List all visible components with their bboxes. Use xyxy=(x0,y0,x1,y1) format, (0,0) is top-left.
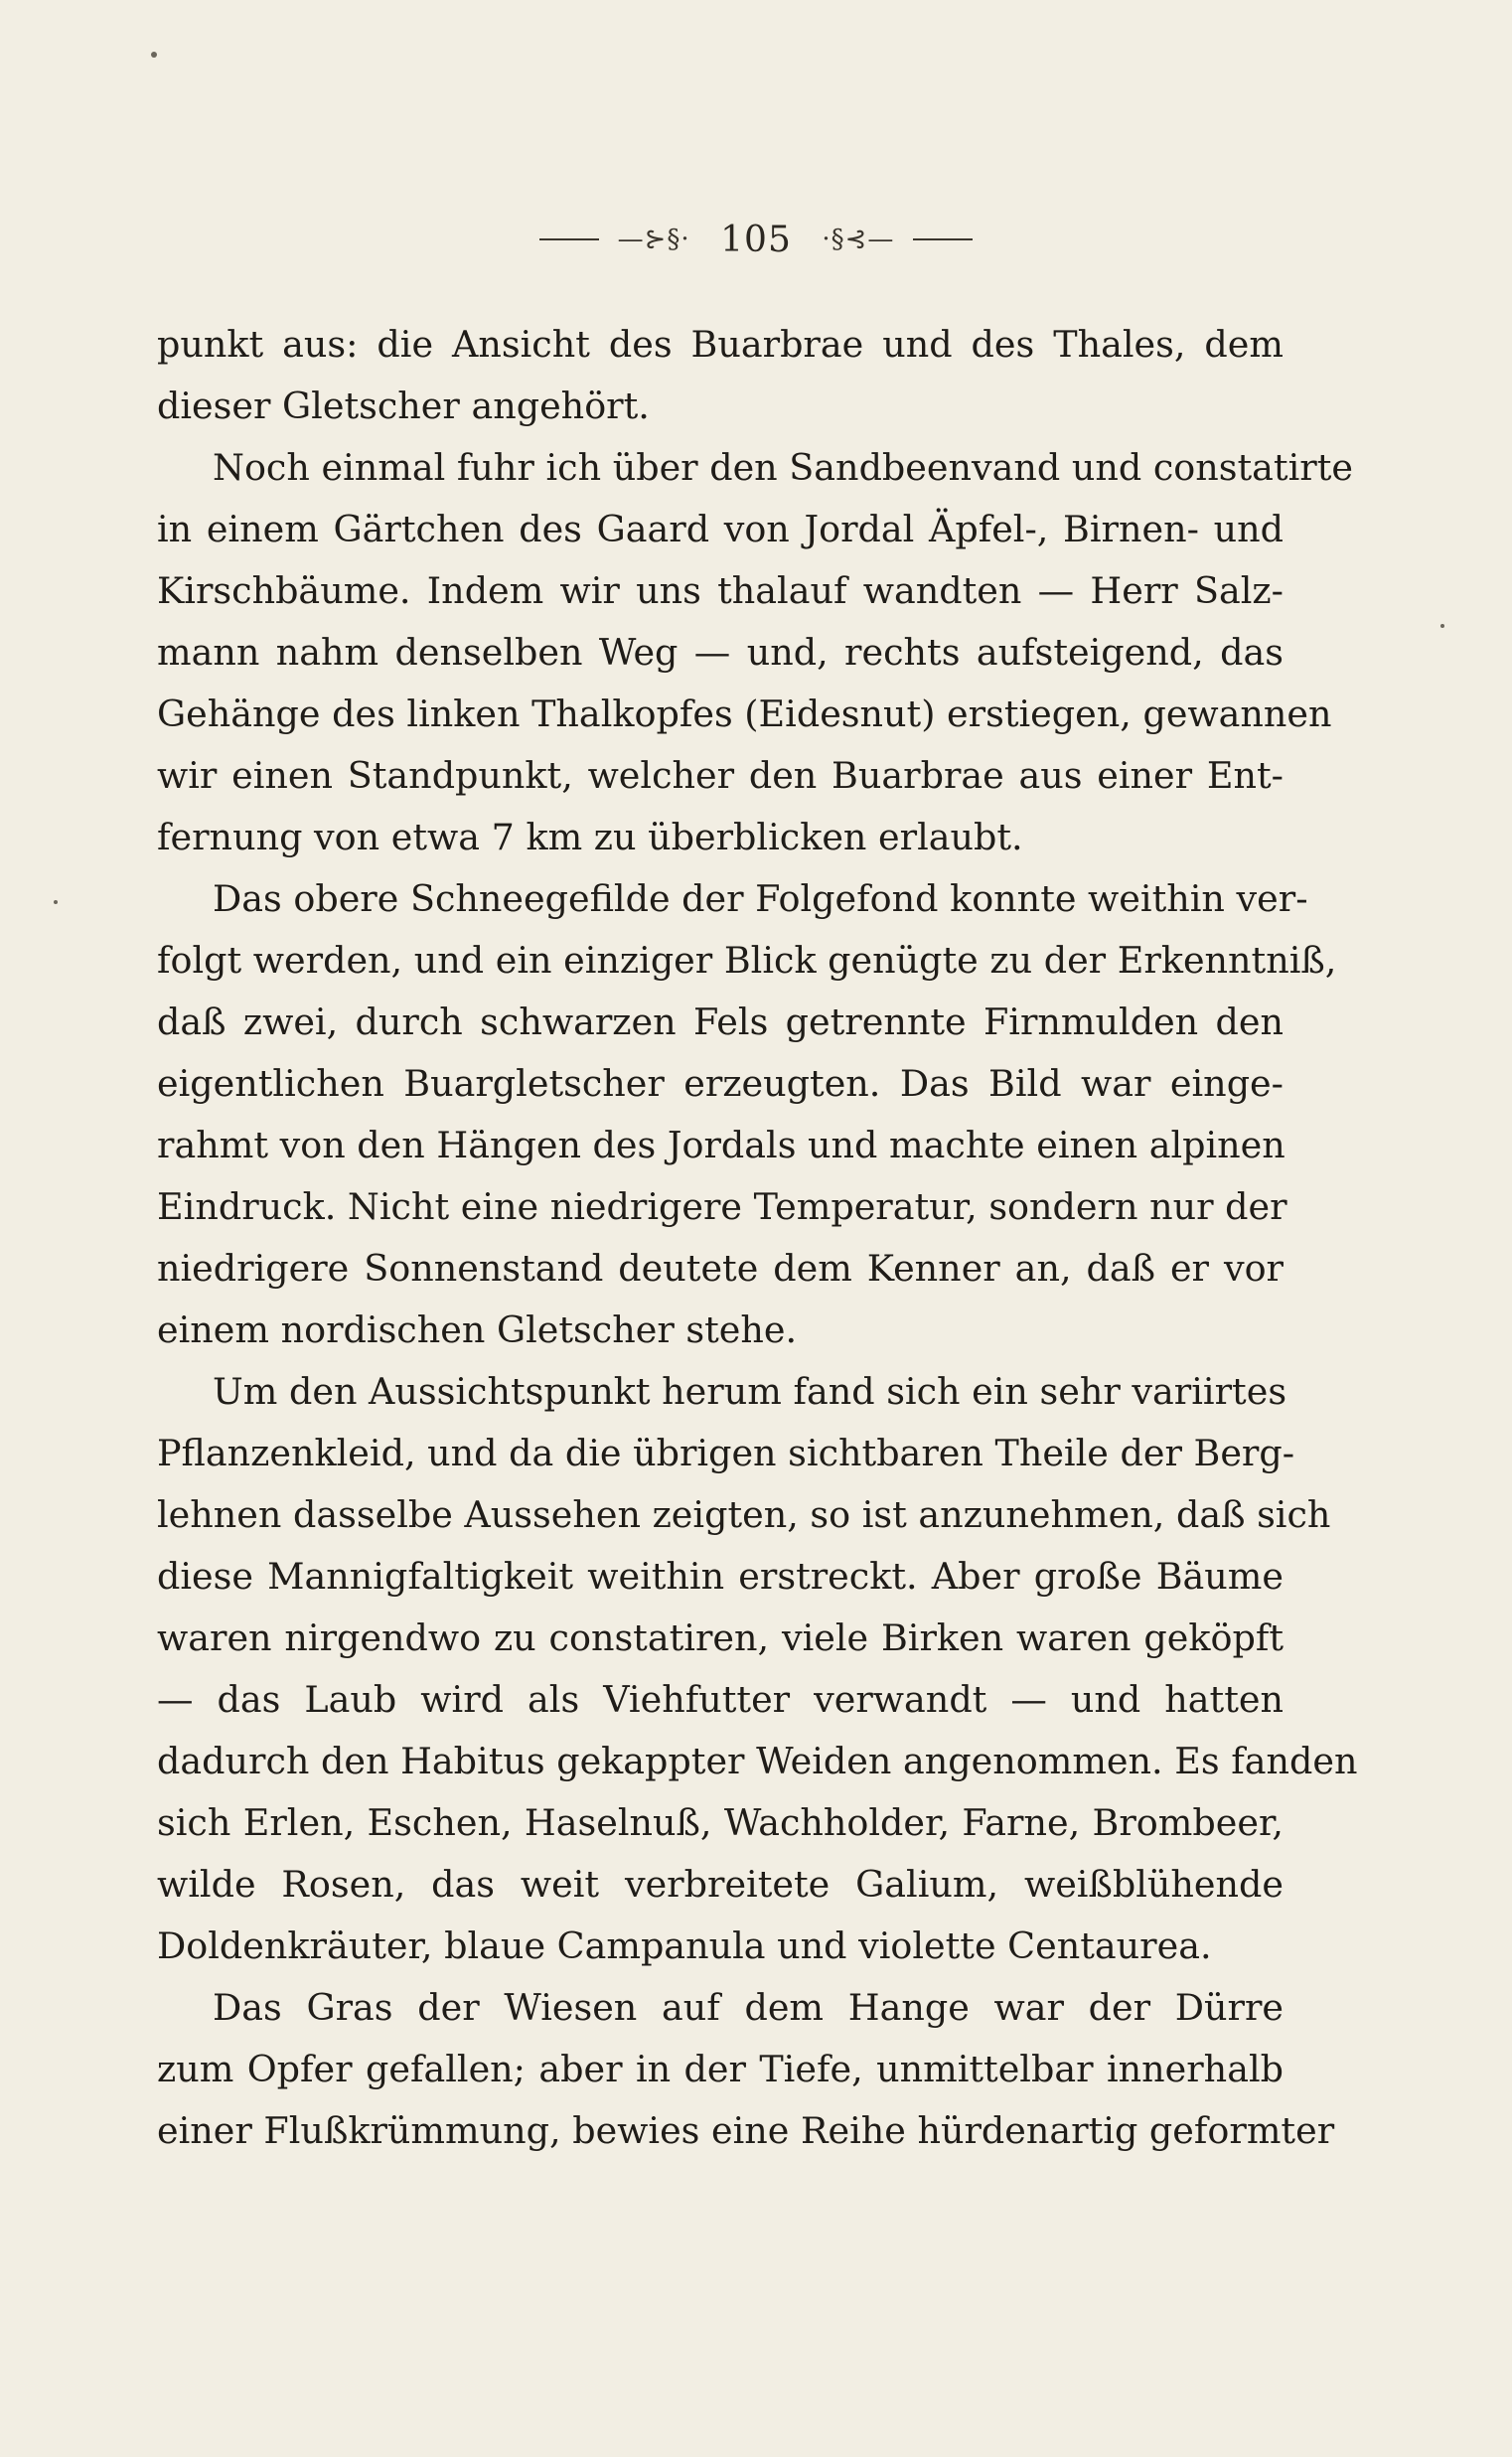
text-line: folgt werden, und ein einziger Blick genügte zu der Erkenntniß, xyxy=(157,939,1337,982)
header-rule-right xyxy=(913,238,973,240)
text-line: Eindruck. Nicht eine niedrigere Temperatur, sondern nur der xyxy=(157,1185,1287,1228)
paper-speck xyxy=(54,900,58,904)
text-line: sich Erlen, Eschen, Haselnuß, Wachholder, Farne, Brombeer, xyxy=(157,1801,1284,1844)
page-header xyxy=(0,217,1512,260)
text-line: Pflanzenkleid, und da die übrigen sichtbaren Theile der Berg- xyxy=(157,1432,1295,1474)
text-line: niedrigere Sonnenstand deutete dem Kenner an, daß er vor xyxy=(157,1247,1284,1290)
text-line: fernung von etwa 7 km zu überblicken erlaubt. xyxy=(157,816,1023,858)
text-line: Doldenkräuter, blaue Campanula und violette Centaurea. xyxy=(157,1924,1212,1967)
text-line: dadurch den Habitus gekappter Weiden angenommen. Es fanden xyxy=(157,1740,1358,1782)
text-line: lehnen dasselbe Aussehen zeigten, so ist anzunehmen, daß sich xyxy=(157,1493,1331,1536)
text-line: einer Flußkrümmung, bewies eine Reihe hürdenartig geformter xyxy=(157,2109,1335,2152)
text-line: wir einen Standpunkt, welcher den Buarbrae aus einer Ent- xyxy=(157,754,1284,797)
text-line: diese Mannigfaltigkeit weithin erstreckt. Aber große Bäume xyxy=(157,1555,1284,1598)
text-line: eigentlichen Buargletscher erzeugten. Das Bild war einge- xyxy=(157,1062,1284,1105)
text-line: Das obere Schneegefilde der Folgefond konnte weithin ver- xyxy=(213,877,1308,920)
body-text xyxy=(157,314,1358,2162)
text-line: mann nahm denselben Weg — und, rechts aufsteigend, das xyxy=(157,631,1284,674)
paper-speck xyxy=(1440,624,1444,628)
header-ornament-right: ·§⊰— xyxy=(822,225,895,254)
header-ornament-left: —⊱§· xyxy=(617,225,690,254)
text-line: Um den Aussichtspunkt herum fand sich ein sehr variirtes xyxy=(213,1370,1287,1413)
text-line: dieser Gletscher angehört. xyxy=(157,384,650,427)
text-line: Gehänge des linken Thalkopfes (Eidesnut) erstiegen, gewannen xyxy=(157,692,1332,735)
text-line: zum Opfer gefallen; aber in der Tiefe, unmittelbar innerhalb xyxy=(157,2048,1284,2090)
text-line: Das Gras der Wiesen auf dem Hange war der Dürre xyxy=(213,1986,1284,2029)
text-line: daß zwei, durch schwarzen Fels getrennte Firnmulden den xyxy=(157,1000,1284,1043)
text-line: wilde Rosen, das weit verbreitete Galium, weißblühende xyxy=(157,1863,1284,1906)
header-rule-left xyxy=(539,238,599,240)
text-line: punkt aus: die Ansicht des Buarbrae und des Thales, dem xyxy=(157,323,1284,366)
text-line: Kirschbäume. Indem wir uns thalauf wandten — Herr Salz- xyxy=(157,569,1284,612)
text-line: — das Laub wird als Viehfutter verwandt — und hatten xyxy=(157,1678,1284,1721)
text-line: Noch einmal fuhr ich über den Sandbeenvand und constatirte xyxy=(213,446,1353,489)
page-number: 105 xyxy=(720,219,792,260)
text-line: in einem Gärtchen des Gaard von Jordal Äpfel-, Birnen- und xyxy=(157,508,1284,550)
text-line: waren nirgendwo zu constatiren, viele Birken waren geköpft xyxy=(157,1616,1284,1659)
paper-speck xyxy=(151,52,157,58)
text-line: rahmt von den Hängen des Jordals und machte einen alpinen xyxy=(157,1124,1285,1166)
text-line: einem nordischen Gletscher stehe. xyxy=(157,1308,798,1351)
